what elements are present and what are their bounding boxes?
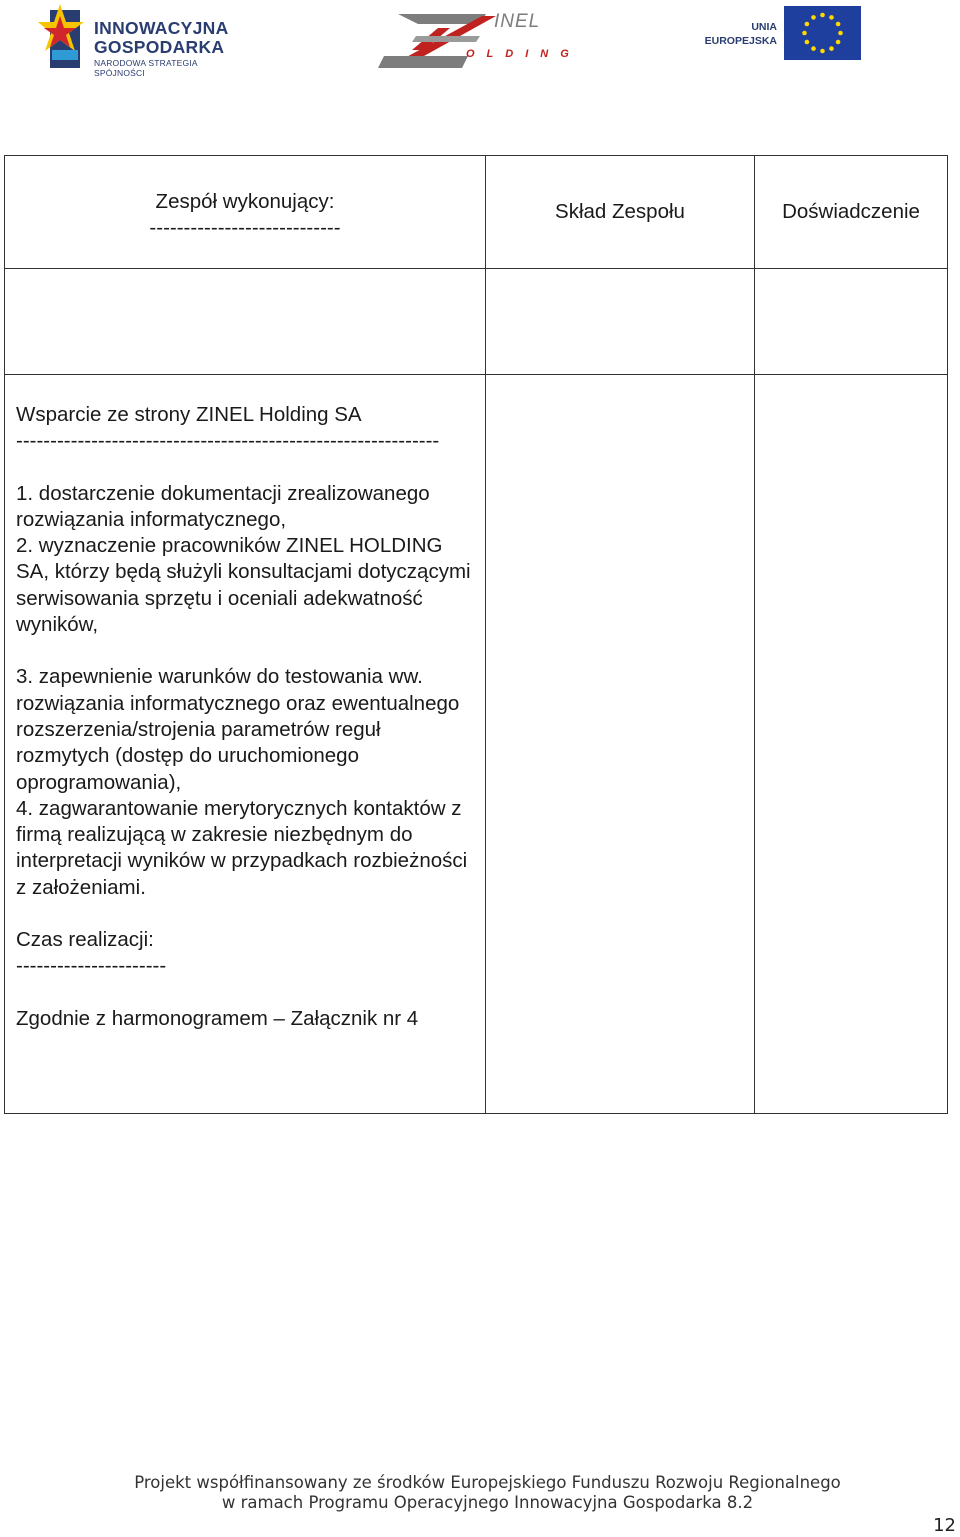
holding-text: OLDING — [466, 48, 581, 60]
unia-europejska-logo — [704, 6, 864, 62]
support-cell — [5, 375, 486, 1114]
logo-line3: NARODOWA STRATEGIA SPÓJNOŚCI — [94, 58, 198, 78]
team-title-underline: ---------------------------- — [149, 216, 341, 239]
support-title: Wsparcie ze strony ZINEL Holding SA — [16, 403, 362, 426]
page-number: 12 — [933, 1515, 956, 1536]
support-item-1: 1. dostarczenie dokumentacji zrealizowanego rozwiązania informatycznego, — [16, 481, 430, 531]
empty-cell — [755, 269, 948, 375]
table-row-support — [5, 375, 948, 1114]
team-title: Zespół wykonujący: — [155, 189, 335, 213]
footer-line1: Projekt współfinansowany ze środków Europejskiego Funduszu Rozwoju Regionalnego — [134, 1473, 841, 1492]
header-cell-experience: Doświadczenie — [755, 156, 948, 269]
time-underline: ---------------------- — [16, 954, 167, 978]
table-row-empty — [5, 269, 948, 375]
eu-line2: EUROPEJSKA — [704, 35, 777, 47]
support-item-4: 4. zagwarantowanie merytorycznych kontaktów z firmą realizującą w zakresie niezbędnym do interpretacji wyników w przypadkach rozbieżności z założeniami. — [16, 796, 468, 899]
logo-line1: INNOWACYJNA — [94, 18, 229, 38]
time-value: Zgodnie z harmonogramem – Załącznik nr 4 — [16, 1006, 419, 1030]
zinel-holding-logo — [378, 6, 581, 72]
zinel-text: INEL — [494, 11, 541, 32]
empty-cell — [486, 375, 755, 1114]
support-underline: -------------------------------------------------------------- — [16, 429, 440, 453]
logo-line2: GOSPODARKA — [94, 37, 225, 57]
innowacyjna-gospodarka-logo — [38, 4, 248, 78]
team-table — [4, 155, 948, 1114]
footer-line2: w ramach Programu Operacyjnego Innowacyjna Gospodarka 8.2 — [221, 1493, 754, 1512]
time-title: Czas realizacji: — [16, 928, 154, 952]
header-cell-composition: Skład Zespołu — [486, 156, 755, 269]
star-icon — [38, 4, 86, 72]
eu-flag-icon — [784, 6, 861, 60]
empty-cell — [755, 375, 948, 1114]
empty-cell — [486, 269, 755, 375]
support-item-3: 3. zapewnienie warunków do testowania ww. rozwiązania informatycznego oraz ewentualnego rozszerzenia/strojenia parametrów reguł rozmytych (dostęp do uruchomionego oprogramowania), — [16, 665, 460, 794]
table-header-row — [5, 156, 948, 269]
empty-cell — [5, 269, 486, 375]
eu-line1: UNIA — [751, 21, 777, 33]
support-item-2: 2. wyznaczenie pracowników ZINEL HOLDING SA, którzy będą służyli konsultacjami dotyczącymi serwisowania sprzętu i oceniali adekwatność wyników, — [16, 534, 471, 637]
header-cell-team — [5, 156, 486, 269]
